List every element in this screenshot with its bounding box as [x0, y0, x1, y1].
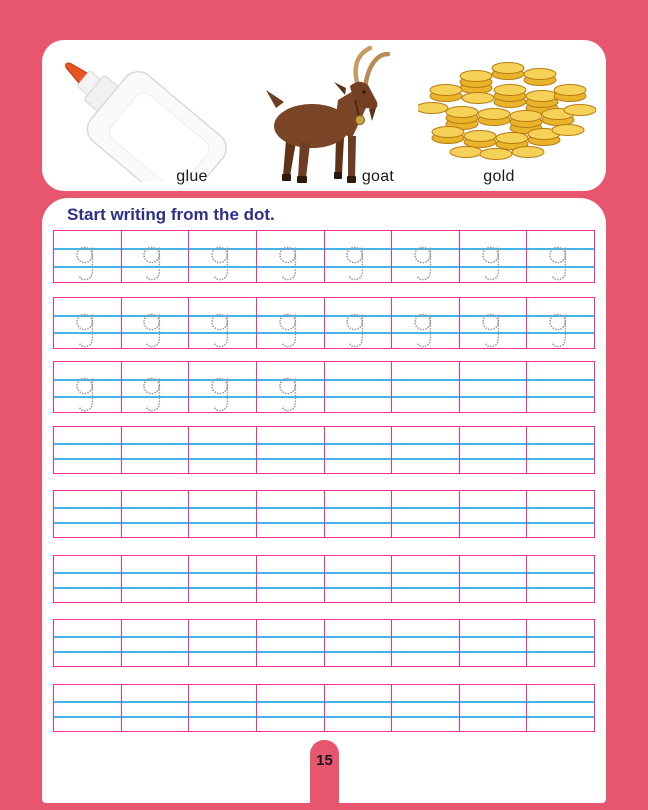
trace-cell [527, 298, 594, 348]
trace-cell [189, 620, 257, 666]
trace-cell [122, 491, 190, 537]
trace-cell [392, 298, 460, 348]
trace-cell [189, 298, 257, 348]
trace-cell [460, 685, 528, 731]
trace-cell [325, 362, 393, 412]
trace-cell [392, 491, 460, 537]
trace-cell [460, 298, 528, 348]
trace-letter-g [482, 245, 505, 282]
trace-cell [189, 556, 257, 602]
trace-cell [257, 685, 325, 731]
trace-cell [325, 685, 393, 731]
trace-cell [460, 491, 528, 537]
trace-cell [392, 231, 460, 282]
trace-cell [122, 685, 190, 731]
trace-cell [189, 685, 257, 731]
trace-cell [325, 298, 393, 348]
trace-cell [392, 620, 460, 666]
trace-cell [189, 491, 257, 537]
trace-letter-g [549, 312, 572, 349]
trace-cell [122, 298, 190, 348]
trace-cell [325, 231, 393, 282]
trace-cell [257, 620, 325, 666]
trace-cell [527, 427, 594, 473]
trace-cell [54, 231, 122, 282]
practice-row [53, 361, 595, 413]
trace-cell [527, 491, 594, 537]
trace-cell [325, 556, 393, 602]
vocabulary-panel [42, 40, 606, 191]
trace-cell [392, 685, 460, 731]
trace-letter-g [76, 312, 99, 349]
trace-letter-g [143, 376, 166, 413]
trace-cell [460, 556, 528, 602]
trace-cell [460, 362, 528, 412]
trace-letter-g [143, 245, 166, 282]
trace-cell [325, 491, 393, 537]
trace-cell [257, 556, 325, 602]
trace-cell [257, 362, 325, 412]
practice-row [53, 684, 595, 732]
page-number-tab [310, 740, 339, 810]
trace-letter-g [482, 312, 505, 349]
trace-letter-g [414, 312, 437, 349]
trace-letter-g [76, 245, 99, 282]
trace-cell [257, 231, 325, 282]
trace-letter-g [211, 245, 234, 282]
trace-cell [54, 427, 122, 473]
trace-cell [257, 491, 325, 537]
trace-cell [527, 362, 594, 412]
practice-row [53, 230, 595, 283]
trace-cell [122, 362, 190, 412]
practice-row [53, 490, 595, 538]
practice-row [53, 426, 595, 474]
trace-cell [54, 362, 122, 412]
trace-letter-g [279, 376, 302, 413]
trace-cell [54, 556, 122, 602]
trace-cell [189, 362, 257, 412]
trace-letter-g [279, 312, 302, 349]
trace-cell [527, 556, 594, 602]
word-label-goat: goat [361, 168, 395, 185]
trace-cell [527, 620, 594, 666]
trace-letter-g [211, 312, 234, 349]
practice-row [53, 555, 595, 603]
trace-cell [527, 685, 594, 731]
trace-cell [325, 427, 393, 473]
word-label-gold: gold [483, 168, 515, 185]
trace-cell [122, 620, 190, 666]
trace-cell [460, 620, 528, 666]
trace-cell [122, 556, 190, 602]
trace-cell [122, 231, 190, 282]
practice-panel [42, 198, 606, 803]
trace-letter-g [346, 245, 369, 282]
word-label-glue: glue [176, 168, 208, 185]
trace-letter-g [346, 312, 369, 349]
trace-cell [122, 427, 190, 473]
trace-cell [54, 491, 122, 537]
goat-image [260, 42, 402, 184]
practice-row [53, 619, 595, 667]
instruction-text: Start writing from the dot. [67, 205, 275, 224]
trace-letter-g [279, 245, 302, 282]
trace-cell [392, 556, 460, 602]
trace-cell [257, 427, 325, 473]
page-number: 15 [316, 752, 333, 769]
trace-cell [460, 231, 528, 282]
trace-cell [460, 427, 528, 473]
trace-letter-g [549, 245, 572, 282]
trace-letter-g [143, 312, 166, 349]
trace-cell [392, 362, 460, 412]
practice-row [53, 297, 595, 349]
gold-coins-image [418, 56, 596, 176]
trace-cell [54, 620, 122, 666]
trace-cell [392, 427, 460, 473]
trace-cell [527, 231, 594, 282]
glue-bottle-image [44, 42, 256, 182]
trace-letter-g [211, 376, 234, 413]
practice-grid [42, 198, 606, 803]
trace-cell [189, 427, 257, 473]
trace-cell [54, 685, 122, 731]
trace-cell [54, 298, 122, 348]
trace-cell [189, 231, 257, 282]
trace-cell [257, 298, 325, 348]
trace-letter-g [76, 376, 99, 413]
trace-cell [325, 620, 393, 666]
trace-letter-g [414, 245, 437, 282]
